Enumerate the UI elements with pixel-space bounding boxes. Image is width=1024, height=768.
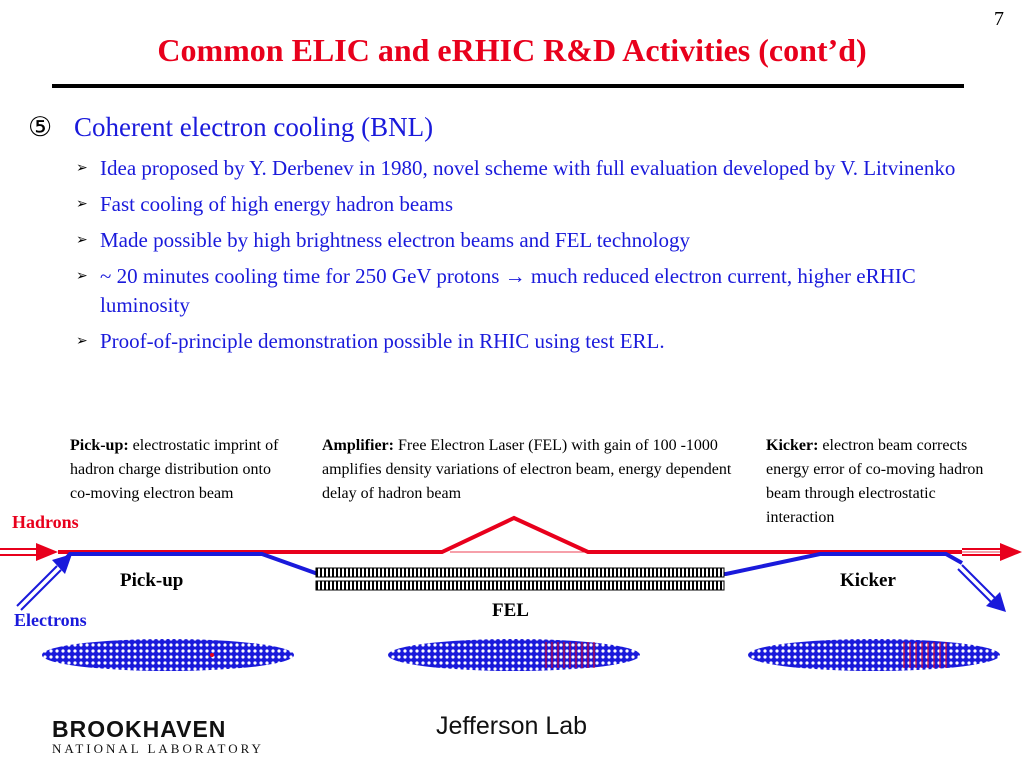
slide-title: Common ELIC and eRHIC R&D Activities (cont’d) xyxy=(157,32,867,68)
pickup-label: Pick-up xyxy=(120,570,184,591)
pickup-charge-marker xyxy=(210,653,214,657)
arrow-bullet-icon: ➢ xyxy=(76,233,88,248)
fel-bunch xyxy=(388,639,640,671)
fel-label: FEL xyxy=(492,600,529,621)
hadron-beam-path xyxy=(58,518,962,552)
arrow-bullet-icon: ➢ xyxy=(76,161,88,176)
main-bullet-text: Coherent electron cooling (BNL) xyxy=(74,112,434,142)
brookhaven-logo-sub: NATIONAL LABORATORY xyxy=(52,741,264,756)
list-item xyxy=(76,327,976,356)
brookhaven-logo-main: BROOKHAVEN xyxy=(52,716,227,742)
sub-bullet-list xyxy=(76,154,976,363)
amplifier-note-head: Amplifier: xyxy=(322,437,394,454)
kicker-note-head: Kicker: xyxy=(766,437,819,454)
amplifier-note xyxy=(322,434,732,506)
list-item xyxy=(76,226,976,255)
hadrons-label: Hadrons xyxy=(12,512,79,532)
arrow-bullet-icon: ➢ xyxy=(76,269,88,284)
fel-undulator xyxy=(316,581,724,590)
hadron-input-arrow xyxy=(0,543,58,561)
brookhaven-logo xyxy=(52,716,264,757)
electron-output-arrow xyxy=(958,565,1006,612)
sub-bullet-text: Idea proposed by Y. Derbenev in 1980, novel scheme with full evaluation developed by V. Litvinenko xyxy=(100,156,956,180)
sub-bullet-text: ~ 20 minutes cooling time for 250 GeV protons → much reduced electron current, higher eRHIC luminosity xyxy=(100,264,916,317)
main-bullet xyxy=(28,112,433,143)
pickup-note-text: electrostatic imprint of hadron charge distribution onto co-moving electron beam xyxy=(70,437,279,502)
kicker-note-text: electron beam corrects energy error of co-moving hadron beam through electrostatic interaction xyxy=(766,437,984,526)
main-bullet-symbol: ⑤ xyxy=(28,112,53,142)
slide-number: 7 xyxy=(994,8,1004,30)
list-item xyxy=(76,262,976,320)
pickup-note xyxy=(70,434,280,506)
pickup-note-head: Pick-up: xyxy=(70,437,129,454)
arrow-bullet-icon: ➢ xyxy=(76,197,88,212)
kicker-bunch xyxy=(748,639,1000,671)
pickup-bunch xyxy=(42,639,294,671)
sub-bullet-text: Proof-of-principle demonstration possible in RHIC using test ERL. xyxy=(100,329,665,353)
amplifier-note-text: Free Electron Laser (FEL) with gain of 100 -1000 amplifies density variations of electron beam, energy dependent delay of hadron beam xyxy=(322,437,732,502)
list-item xyxy=(76,154,976,183)
kicker-label: Kicker xyxy=(840,570,896,591)
list-item xyxy=(76,190,976,219)
electrons-label: Electrons xyxy=(14,610,87,630)
jefferson-lab-logo: Jefferson Lab xyxy=(436,712,588,740)
fel-undulator xyxy=(316,568,724,577)
sub-bullet-text: Made possible by high brightness electron beams and FEL technology xyxy=(100,228,691,252)
title-rule xyxy=(52,84,964,88)
electron-input-arrow xyxy=(17,554,72,610)
arrow-bullet-icon: ➢ xyxy=(76,334,88,349)
sub-bullet-text: Fast cooling of high energy hadron beams xyxy=(100,192,454,216)
